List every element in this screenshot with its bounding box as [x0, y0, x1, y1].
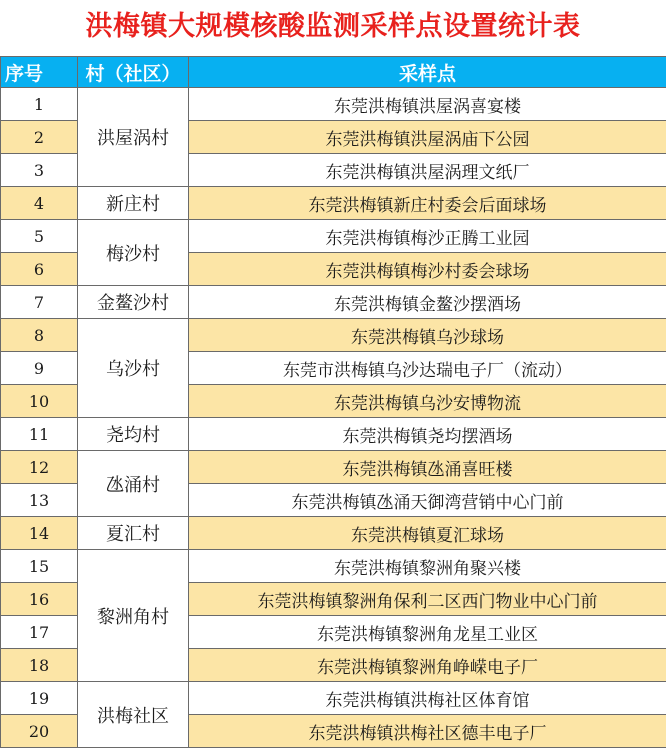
- row-number: 11: [1, 418, 78, 451]
- row-number: 7: [1, 286, 78, 319]
- table-row: [1, 682, 666, 715]
- village-name: 洪梅社区: [78, 682, 189, 748]
- table-header-row: [1, 57, 666, 88]
- sampling-site: 东莞洪梅镇黎洲角峥嵘电子厂: [189, 649, 666, 682]
- sampling-site: 东莞洪梅镇洪屋涡庙下公园: [189, 121, 666, 154]
- row-number: 2: [1, 121, 78, 154]
- sampling-site: 东莞洪梅镇梅沙正腾工业园: [189, 220, 666, 253]
- village-name: 乌沙村: [78, 319, 189, 418]
- sampling-site: 东莞洪梅镇新庄村委会后面球场: [189, 187, 666, 220]
- header-village: 村（社区）: [78, 57, 189, 88]
- sampling-site: 东莞洪梅镇乌沙球场: [189, 319, 666, 352]
- sampling-site: 东莞洪梅镇洪梅社区体育馆: [189, 682, 666, 715]
- row-number: 17: [1, 616, 78, 649]
- table-row: [1, 517, 666, 550]
- row-number: 9: [1, 352, 78, 385]
- row-number: 19: [1, 682, 78, 715]
- row-number: 20: [1, 715, 78, 748]
- sampling-site: 东莞洪梅镇金鳌沙摆酒场: [189, 286, 666, 319]
- table-row: [1, 319, 666, 352]
- row-number: 4: [1, 187, 78, 220]
- table-row: [1, 451, 666, 484]
- table-row: [1, 187, 666, 220]
- sampling-site: 东莞洪梅镇氹涌喜旺楼: [189, 451, 666, 484]
- header-site: 采样点: [189, 57, 666, 88]
- table-row: [1, 550, 666, 583]
- sampling-site: 东莞洪梅镇夏汇球场: [189, 517, 666, 550]
- sampling-site: 东莞洪梅镇黎洲角保利二区西门物业中心门前: [189, 583, 666, 616]
- village-name: 黎洲角村: [78, 550, 189, 682]
- table-row: [1, 286, 666, 319]
- sampling-site: 东莞洪梅镇黎洲角龙星工业区: [189, 616, 666, 649]
- table-row: [1, 88, 666, 121]
- village-name: 尧均村: [78, 418, 189, 451]
- village-name: 氹涌村: [78, 451, 189, 517]
- sampling-sites-table: [0, 56, 666, 748]
- sampling-site: 东莞洪梅镇乌沙安博物流: [189, 385, 666, 418]
- row-number: 18: [1, 649, 78, 682]
- row-number: 8: [1, 319, 78, 352]
- sampling-site: 东莞洪梅镇氹涌天御湾营销中心门前: [189, 484, 666, 517]
- village-name: 夏汇村: [78, 517, 189, 550]
- sampling-site: 东莞洪梅镇黎洲角聚兴楼: [189, 550, 666, 583]
- row-number: 3: [1, 154, 78, 187]
- sampling-site: 东莞洪梅镇梅沙村委会球场: [189, 253, 666, 286]
- row-number: 15: [1, 550, 78, 583]
- row-number: 14: [1, 517, 78, 550]
- village-name: 新庄村: [78, 187, 189, 220]
- sampling-site: 东莞洪梅镇洪屋涡喜宴楼: [189, 88, 666, 121]
- sampling-site: 东莞洪梅镇洪梅社区德丰电子厂: [189, 715, 666, 748]
- table-body: [1, 88, 666, 748]
- row-number: 1: [1, 88, 78, 121]
- row-number: 5: [1, 220, 78, 253]
- row-number: 16: [1, 583, 78, 616]
- row-number: 12: [1, 451, 78, 484]
- table-row: [1, 220, 666, 253]
- row-number: 6: [1, 253, 78, 286]
- page-title: 洪梅镇大规模核酸监测采样点设置统计表: [0, 0, 666, 56]
- table-row: [1, 418, 666, 451]
- row-number: 10: [1, 385, 78, 418]
- header-index: 序号: [1, 57, 78, 88]
- sampling-site: 东莞洪梅镇尧均摆酒场: [189, 418, 666, 451]
- village-name: 金鳌沙村: [78, 286, 189, 319]
- sampling-site: 东莞洪梅镇洪屋涡理文纸厂: [189, 154, 666, 187]
- sampling-site: 东莞市洪梅镇乌沙达瑞电子厂（流动）: [189, 352, 666, 385]
- row-number: 13: [1, 484, 78, 517]
- village-name: 洪屋涡村: [78, 88, 189, 187]
- village-name: 梅沙村: [78, 220, 189, 286]
